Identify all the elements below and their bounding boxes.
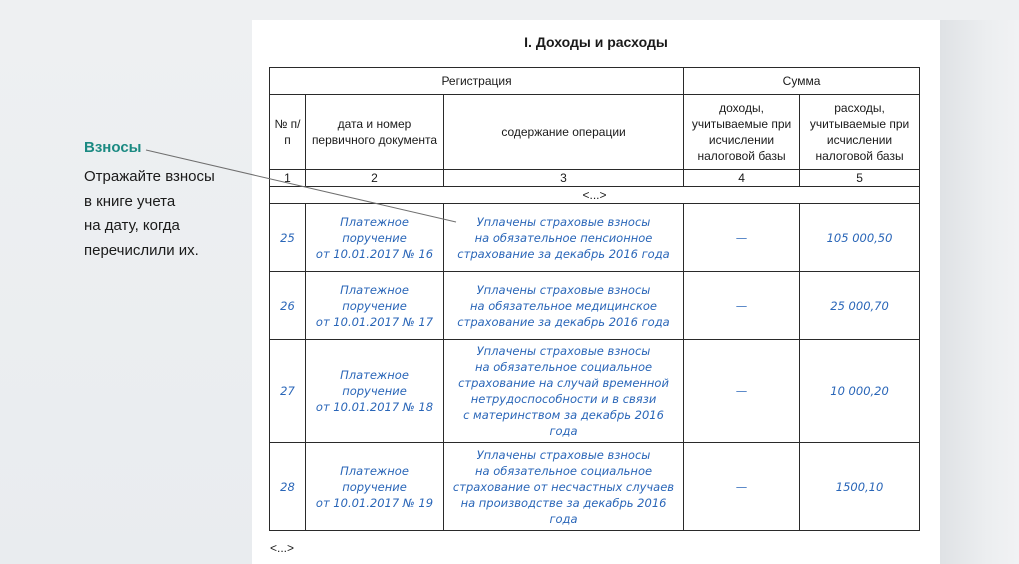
column-number: 1 <box>270 170 306 187</box>
header-col-income: доходы, учитываемые при исчислении налоговой базы <box>684 95 800 170</box>
header-col-doc: дата и номер первичного документа <box>306 95 444 170</box>
ellipsis-marker-bottom: <...> <box>270 541 295 555</box>
callout-line: перечислили их. <box>84 241 199 259</box>
page-title: I. Доходы и расходы <box>524 34 668 50</box>
row-document: Платежное поручение от 10.01.2017 № 18 <box>306 340 444 443</box>
row-expense: 10 000,20 <box>800 340 920 443</box>
ellipsis-marker: <...> <box>270 187 920 204</box>
header-sum: Сумма <box>684 68 920 95</box>
row-number: 27 <box>270 340 306 443</box>
row-number: 28 <box>270 443 306 531</box>
row-document: Платежное поручение от 10.01.2017 № 16 <box>306 204 444 272</box>
row-number: 26 <box>270 272 306 340</box>
row-content: Уплачены страховые взносы на обязательное социальное страхование на случай временной нетрудоспособности и в связи с материнством за декабрь 2016 года <box>444 340 684 443</box>
row-income: — <box>684 272 800 340</box>
row-expense: 105 000,50 <box>800 204 920 272</box>
header-col-num: № п/п <box>270 95 306 170</box>
row-content: Уплачены страховые взносы на обязательное пенсионное страхование за декабрь 2016 года <box>444 204 684 272</box>
row-expense: 25 000,70 <box>800 272 920 340</box>
row-income: — <box>684 443 800 531</box>
column-number: 4 <box>684 170 800 187</box>
callout-heading: Взносы <box>84 139 142 156</box>
row-document: Платежное поручение от 10.01.2017 № 19 <box>306 443 444 531</box>
header-col-expense: расходы, учитываемые при исчислении налоговой базы <box>800 95 920 170</box>
row-income: — <box>684 340 800 443</box>
row-income: — <box>684 204 800 272</box>
callout-text <box>84 165 254 263</box>
row-content: Уплачены страховые взносы на обязательное социальное страхование от несчастных случаев на производстве за декабрь 2016 года <box>444 443 684 531</box>
column-number: 3 <box>444 170 684 187</box>
header-col-content: содержание операции <box>444 95 684 170</box>
callout-line: на дату, когда <box>84 217 180 234</box>
row-content: Уплачены страховые взносы на обязательное медицинское страхование за декабрь 2016 года <box>444 272 684 340</box>
row-number: 25 <box>270 204 306 272</box>
callout-line: в книге учета <box>84 192 176 210</box>
row-document: Платежное поручение от 10.01.2017 № 17 <box>306 272 444 340</box>
header-registration: Регистрация <box>270 68 684 95</box>
row-expense: 1500,10 <box>800 443 920 531</box>
column-number: 5 <box>800 170 920 187</box>
column-number: 2 <box>306 170 444 187</box>
callout-line: Отражайте взносы <box>84 168 215 185</box>
